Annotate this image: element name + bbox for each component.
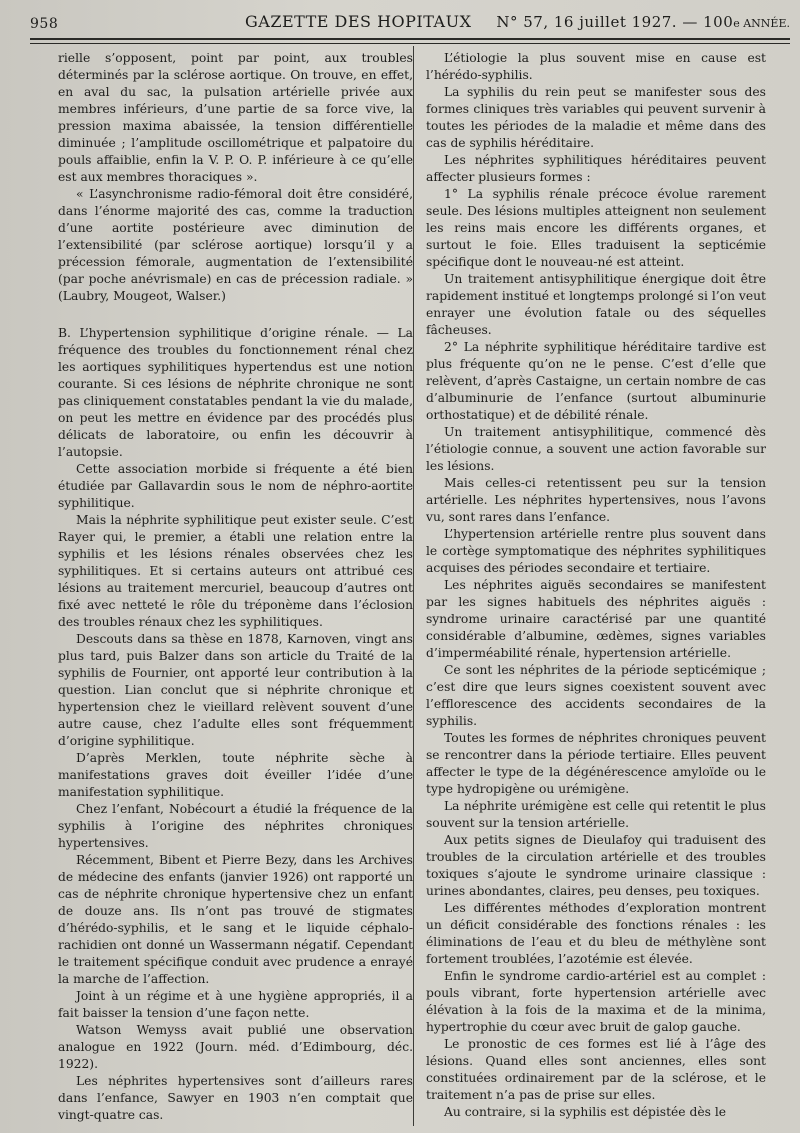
paragraph: Les néphrites hypertensives sont d’ailleurs rares dans l’enfance, Sawyer en 1903 n’en comptait que vingt-quatre cas. [58,1074,413,1122]
paragraph: Le pronostic de ces formes est lié à l’âge des lésions. Quand elles sont anciennes, elles sont constituées ordinairement par de la sclérose, et le traitement n’a pas de prise sur elles. [426,1037,766,1102]
paragraph: La néphrite urémigène est celle qui retentit le plus souvent sur la tension artérielle. [426,799,766,830]
paragraph: Mais celles-ci retentissent peu sur la tension artérielle. Les néphrites hypertensives, nous l’avons vu, sont rares dans l’enfance. [426,476,766,524]
paragraph: Au contraire, si la syphilis est dépistée dès le [444,1105,727,1119]
paragraph: La syphilis du rein peut se manifester sous des formes cliniques très variables qui peuvent survenir à toutes les périodes de la maladie et même dans des cas de syphilis héréditaire. [426,85,766,150]
journal-title: GAZETTE DES HOPITAUX [245,12,472,31]
paragraph: Mais la néphrite syphilitique peut exister seule. C’est Rayer qui, le premier, a établi une relation entre la syphilis et les lésions rénales observées chez les syphilitiques. Et si certains auteurs ont attribué ces lésions au traitement mercuriel, beaucoup d’autres ont fixé avec netteté le rôle du tréponème dans l’éclosion des troubles rénaux chez les syphilitiques. [58,513,413,629]
paragraph: 1° La syphilis rénale précoce évolue rarement seule. Des lésions multiples atteignent non seulement les reins mais encore les différents organes, et surtout le foie. Elles traduisent la septicémie spécifique dont le nouveau-né est atteint. [426,187,766,269]
issue-info [496,13,790,31]
page-header [30,12,790,36]
paragraph: Enfin le syndrome cardio-artériel est au complet : pouls vibrant, forte hypertension artérielle avec élévation à la fois de la maxima et de la minima, hypertrophie du cœur avec bruit de galop gauche. [426,969,766,1034]
paragraph: Un traitement antisyphilitique énergique doit être rapidement institué et longtemps prolongé si l’on veut enrayer une évolution fatale ou des séquelles fâcheuses. [426,272,766,337]
right-column [426,50,766,1121]
paragraph: Cette association morbide si fréquente a été bien étudiée par Gallavardin sous le nom de néphro-aortite syphilitique. [58,462,413,510]
paragraph: Ce sont les néphrites de la période septicémique ; c’est dire que leurs signes coexistent souvent avec l’efflorescence des accidents secondaires de la syphilis. [426,663,766,728]
header-rule [30,38,790,40]
column-divider [413,46,414,1126]
paragraph: Un traitement antisyphilitique, commencé dès l’étiologie connue, a souvent une action favorable sur les lésions. [426,425,766,473]
paragraph: Chez l’enfant, Nobécourt a étudié la fréquence de la syphilis à l’origine des néphrites chroniques hypertensives. [58,802,413,850]
paragraph: Les néphrites aiguës secondaires se manifestent par les signes habituels des néphrites aiguës : syndrome urinaire caractérisé par une quantité considérable d’albumine, œdèmes, signes variables d’imperméabilité rénale, hypertension artérielle. [426,578,766,660]
page-number: 958 [30,16,59,32]
paragraph: D’après Merklen, toute néphrite sèche à manifestations graves doit éveiller l’idée d’une manifestation syphilitique. [58,751,413,799]
paragraph: « L’asynchronisme radio-fémoral doit être considéré, dans l’énorme majorité des cas, comme la traduction d’une aortite postérieure avec diminution de l’extensibilité (par sclérose aortique) lorsqu’il y a précession fémorale, augmentation de l’extensibilité (par poche anévrismale) en cas de précession radiale. » (Laubry, Mougeot, Walser.) [58,187,413,303]
paragraph: Récemment, Bibent et Pierre Bezy, dans les Archives de médecine des enfants (janvier 1926) ont rapporté un cas de néphrite chronique hypertensive chez un enfant de douze ans. Ils n’ont pas trouvé de stigmates d’hérédo-syphilis, et le sang et le liquide céphalo-rachidien ont donné un Wassermann négatif. Cependant le traitement spécifique conduit avec prudence a enrayé la marche de l’affection. [58,853,413,986]
paragraph: Descouts dans sa thèse en 1878, Karnoven, vingt ans plus tard, puis Balzer dans son article du Traité de la syphilis de Fournier, ont apporté leur contribution à la question. Lian conclut que si néphrite chronique et hypertension chez le vieillard relèvent souvent d’une autre cause, chez l’adulte elles sont fréquemment d’origine syphilitique. [58,632,413,748]
paragraph: Joint à un régime et à une hygiène appropriés, il a fait baisser la tension d’une façon nette. [58,989,413,1020]
paragraph: Watson Wemyss avait publié une observation analogue en 1922 (Journ. méd. d’Edimbourg, déc. 1922). [58,1023,413,1071]
paragraph: L’étiologie la plus souvent mise en cause est l’hérédo-syphilis. [426,51,766,82]
issue-text: N° 57, 16 juillet 1927. — 100 [496,13,734,31]
left-column [58,50,413,1124]
section-heading-paragraph: B. L’hypertension syphilitique d’origine rénale. — La fréquence des troubles du fonctionnement rénal chez les aortiques syphilitiques hypertendus est une notion courante. Si ces lésions de néphrite chronique ne sont pas cliniquement constatables pendant la vie du malade, on peut les mettre en évidence par des procédés plus délicats de laboratoire, ou enfin les découvrir à l’autopsie. [58,326,413,459]
paragraph: Les néphrites syphilitiques héréditaires peuvent affecter plusieurs formes : [426,153,766,184]
paragraph: Toutes les formes de néphrites chroniques peuvent se rencontrer dans la période tertiaire. Elles peuvent affecter le type de la dégénérescence amyloïde ou le type hydropigène ou urémigène. [426,731,766,796]
paragraph: 2° La néphrite syphilitique héréditaire tardive est plus fréquente qu’on ne le pense. C’est d’elle que relèvent, d’après Castaigne, un certain nombre de cas d’albuminurie de l’enfance (surtout albuminurie orthostatique) et de débilité rénale. [426,340,766,422]
issue-suffix: e ANNÉE. [733,17,790,30]
header-rule-thin [30,43,790,44]
paragraph: L’hypertension artérielle rentre plus souvent dans le cortège symptomatique des néphrites syphilitiques acquises des périodes secondaire et tertiaire. [426,527,766,575]
paragraph: rielle s’opposent, point par point, aux troubles déterminés par la sclérose aortique. On trouve, en effet, en aval du sac, la pulsation artérielle privée aux membres inférieurs, d’une partie de sa force vive, la pression maxima abaissée, la tension différentielle diminuée ; l’amplitude oscillométrique et palpatoire du pouls affaiblie, enfin la V. P. O. P. inférieure à ce qu’elle est aux membres thoraciques ». [58,51,413,184]
paragraph: Aux petits signes de Dieulafoy qui traduisent des troubles de la circulation artérielle et des troubles toxiques s’ajoute le syndrome urinaire classique : urines abondantes, claires, peu denses, peu toxiques. [426,833,766,898]
paragraph: Les différentes méthodes d’exploration montrent un déficit considérable des fonctions rénales : les éliminations de l’eau et du bleu de méthylène sont fortement troublées, l’azotémie est élevée. [426,901,766,966]
